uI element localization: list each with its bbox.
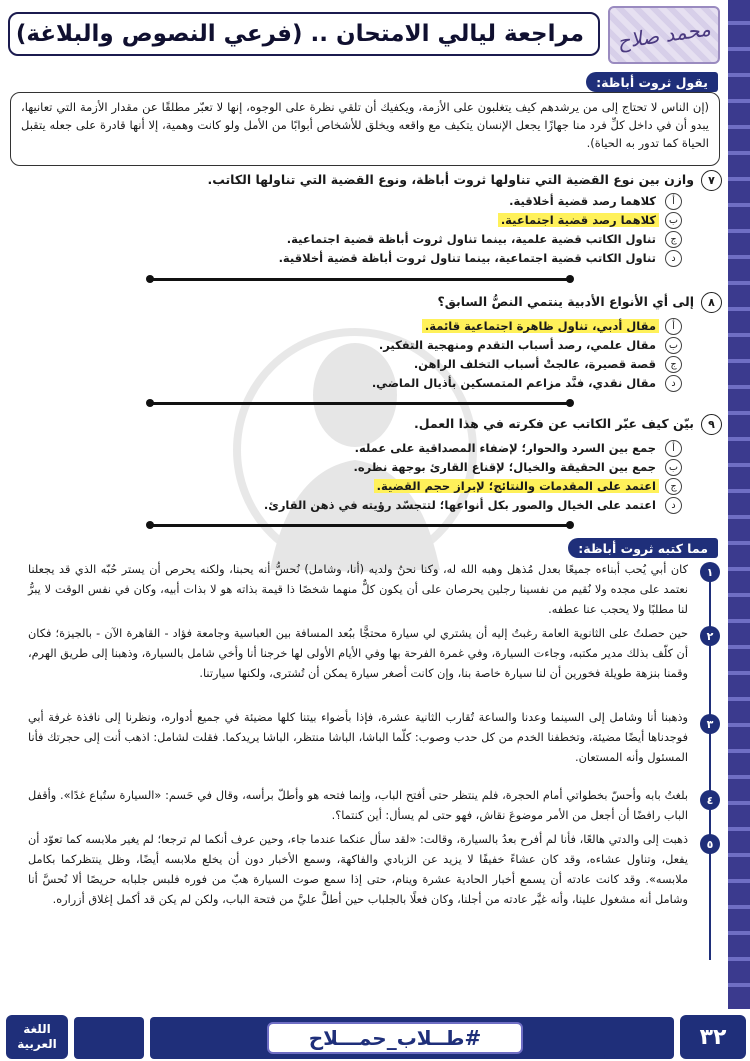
option-letter: ب (665, 337, 682, 354)
option-letter: أ (665, 193, 682, 210)
footer-hashtag-bar (150, 1017, 640, 1059)
option-text-correct: اعتمد على المقدمات والنتائج؛ لإبراز حجم القضية. (374, 479, 659, 493)
subject-badge (6, 1015, 68, 1059)
quote-box (10, 92, 720, 166)
question-text: بيّن كيف عبّر الكاتب عن فكرته في هذا العمل. (413, 416, 694, 431)
option-text: مقال علمي، رصد أسباب التقدم ومنهجية التفكير. (378, 338, 656, 352)
paragraph-number: ٢ (700, 626, 720, 646)
author-logo (608, 6, 720, 64)
question-number: ٨ (701, 292, 722, 313)
footer-bar-right (604, 1017, 674, 1059)
option-row[interactable] (284, 230, 682, 248)
page-title-box (8, 12, 600, 56)
paragraph-number: ٣ (700, 714, 720, 734)
option-text: تناول الكاتب قضية علمية، بينما تناول ثروت أباظة قضية اجتماعية. (286, 232, 656, 246)
page-number: ٣٢ (680, 1015, 746, 1059)
question-text: إلى أي الأنواع الأدبية ينتمي النصُّ السابق؟ (437, 294, 694, 309)
footer-bar-left (74, 1017, 144, 1059)
passage-tag: مما كتبه ثروت أباظة: (568, 538, 718, 558)
header (8, 6, 720, 64)
option-text-correct: مقال أدبي، تناول ظاهرة اجتماعية قائمة. (422, 319, 659, 333)
option-text: اعتمد على الخيال والصور بكل أنواعها؛ لتتجسّد رؤيته في ذهن القارئ. (263, 498, 656, 512)
option-text: تناول الكاتب قضية اجتماعية، بينما تناول ثروت أباظة قضية أخلاقية. (278, 251, 656, 265)
page-title: مراجعة ليالي الامتحان .. (فرعي النصوص والبلاغة) (15, 21, 584, 47)
option-letter: ج (665, 356, 682, 373)
option-letter: د (665, 250, 682, 267)
option-text-correct: كلاهما رصد قضية اجتماعية. (498, 213, 659, 227)
option-row[interactable] (411, 355, 682, 373)
option-text: مقال نقدي، فنَّد مزاعم المتمسكين بأذيال الماضي. (371, 376, 656, 390)
separator (150, 278, 570, 281)
option-row[interactable] (352, 439, 682, 457)
subject-line-2: العربية (17, 1037, 57, 1051)
option-text: جمع بين الحقيقة والخيال؛ لإقناع القارئ بوجهة نظره. (353, 460, 656, 474)
option-row[interactable] (498, 211, 682, 229)
quote-text: (إن الناس لا تحتاج إلى من يرشدهم كيف يتغلبون على الأزمة، ويكفيك أن تلقي نظرة على الوجوه، إنها لا تعبّر مطلقًا عن مقدار الأزمة التي تعانيها، يبدو أن في داخل كلِّ فرد منا جهازًا يجعل الإنسان يتكيف مع واقعه ويخلق للأشخاص أبوابًا من الأمل ولو كانت وهمية، إلا أنها قادرة على جعله يتقبل الحياة كما تدور به الحياة). (21, 100, 709, 150)
paragraph-text: كان أبي يُحب أبناءه جميعًا بعدل مُذهل وهبه الله له، وكنا نحنُ ولديه (أنا، وشامل) نُحسُّ أنه يحبنا، ولكنه يحرص أن يستر حُبّه الذي قد يجعلنا نعتمد على مجده ولا نُقيم من نفسينا رجلين يحرصان على أن يكون كلٌّ منهما شخصًا ذا قيمة بذاته هو لا بذات أبيه، وكان في نفس الوقت لا يبرُّ لنا مطلبًا ولا يحجب عنا عطفه. (28, 563, 688, 616)
paragraph-text: ذهبت إلى والدتي هالعًا، فأنا لم أفرح بعدُ بالسيارة، وقالت: «لقد سأل عنكما عندما جاء، وحين عرف أنكما لم ترجعا؛ لم يغير ملابسه كما تعوّد أن يفعل، وتناول عشاءه، وقد كان عشاءً خفيفًا لا يزيد عن الزبادي والفاكهة، وسمع الأخبار دون أن يخلع ملابسه أيضًا، وظل ينتظركما بكامل ملابسه». وقد كانت عادته أن يسمع أخبار الحادية عشرة وينام، حتى إذا سمع صوت السيارة هبّ من فوره فلبس جلبابه حريصًا ألا نُحسَّ أنا وشامل أنه مشغول علينا، وأنه غيَّر عادته من أجلنا، وكان فعلًا بالجلباب حين أطلَّ عليَّ من فتحة الباب، ولكن لم يكن قد أكمل إغلاق أزراره. (28, 833, 688, 906)
option-letter: ب (665, 212, 682, 229)
paragraph-number: ٤ (700, 790, 720, 810)
option-row[interactable] (506, 192, 682, 210)
option-row[interactable] (374, 477, 682, 495)
option-row[interactable] (369, 374, 682, 392)
option-letter: ب (665, 459, 682, 476)
paragraph-text: بلغتُ بابه وأحسّ بخطواتي أمام الحجرة، فلم ينتظر حتى أفتح الباب، وإنما فتحه هو وأطلّ برأسه، وقال في حَسم: «السيارة ستُباع غدًا». وأقفل الباب رافضًا أن أجعل من الأمر موضوعَ نقاش، فهو حتى لم يسأل: أين كنتما؟. (28, 789, 688, 822)
option-letter: ج (665, 478, 682, 495)
subject-line-1: اللغة (23, 1022, 51, 1036)
paragraph-text: وذهبنا أنا وشامل إلى السينما وعدنا والساعة تُقارب الثانية عشرة، فإذا بأضواء بيتنا كلها مضيئة في جميع أدواره، ونظرنا إلى نافذة غرفة أبي فوجدناها أيضًا مضيئة، وتخطفنا الخدم من كل حدب وصوب: كلّما الباشا، الباشا منتظر، الباشا يريدكما. فقلت لشامل: اذهب أنت إلى حجرتك فأنا المسئول وأنه المستعان. (28, 711, 688, 764)
option-letter: د (665, 375, 682, 392)
option-row[interactable] (261, 496, 682, 514)
quote-tag: يقول ثروت أباظة: (586, 72, 718, 92)
option-letter: د (665, 497, 682, 514)
paragraph-text: حين حصلتُ على الثانوية العامة رغبتُ إليه أن يشتري لي سيارة محتجًّا ببُعد المسافة بين العباسية وجامعة فؤاد - القاهرة الآن - بالجيزة؛ فكان أن كلّف بذلك مدير مكتبه، وجاءت السيارة، وفي غمرة الفرحة بها وفي الأيام الأولى لها خرجنا أنا وأخي شامل بالسيارة، وذهبنا إلى طريق الهرم، وقمنا بنزهة طويلة فخورين أن لنا سيارة خاصة بنا، وإن كانت أصغر سيارة يمكن أن تُشترى، ولكنها سيارتنا. (28, 627, 688, 680)
option-row[interactable] (376, 336, 682, 354)
option-text: قصة قصيرة، عالجتْ أسباب التخلف الراهن. (413, 357, 656, 371)
option-text: جمع بين السرد والحوار؛ لإضفاء المصداقية على عمله. (354, 441, 656, 455)
logo-signature: محمد صلاح (615, 16, 713, 54)
separator (150, 524, 570, 527)
question-number: ٧ (701, 170, 722, 191)
option-letter: ج (665, 231, 682, 248)
option-row[interactable] (422, 317, 682, 335)
option-row[interactable] (276, 249, 682, 267)
footer-hashtag: #طــلاب_حمـــلاح (267, 1022, 523, 1054)
paragraph-number: ١ (700, 562, 720, 582)
option-row[interactable] (351, 458, 683, 476)
question-number: ٩ (701, 414, 722, 435)
option-letter: أ (665, 318, 682, 335)
paragraph-number: ٥ (700, 834, 720, 854)
question-text: وازن بين نوع القضية التي تناولها ثروت أباظة، ونوع القضية التي تناولها الكاتب. (207, 172, 694, 187)
option-letter: أ (665, 440, 682, 457)
side-stripe (728, 0, 750, 1061)
separator (150, 402, 570, 405)
option-text: كلاهما رصد قضية أخلاقية. (509, 194, 656, 208)
footer (0, 1009, 750, 1061)
